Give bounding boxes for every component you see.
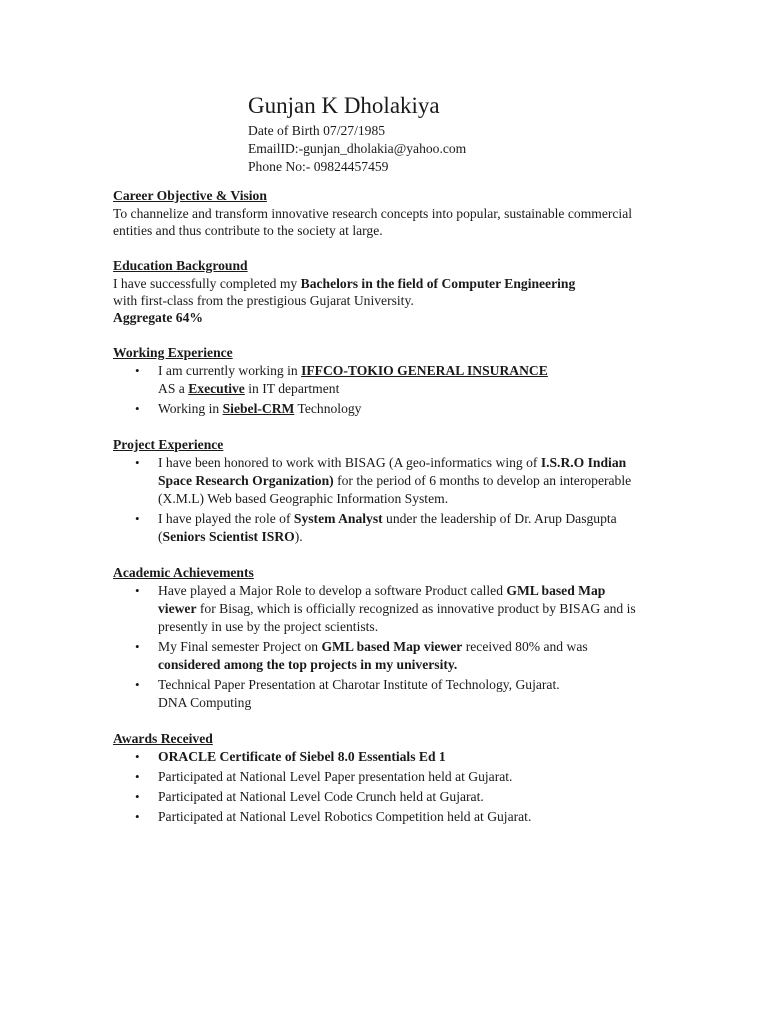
work-section [113, 344, 643, 418]
work-role-post: in IT department [244, 381, 340, 396]
aggregate-value: Aggregate 64% [113, 310, 203, 325]
project-item2-pre: I have played the role of [158, 511, 294, 526]
work-role-line [113, 380, 643, 398]
list-item [113, 582, 643, 636]
education-degree: Bachelors in the field of Computer Engineering [300, 276, 576, 291]
email: EmailID:-gunjan_dholakia@yahoo.com [248, 141, 467, 156]
project-item2-bold2: Seniors Scientist ISRO [162, 529, 295, 544]
academic-item1-post: for Bisag, which is officially recognized as innovative product by BISAG and is presently in use by the project scientists. [158, 601, 636, 634]
project-item1-bold: I.S.R.O Indian Space Research Organization) [158, 455, 627, 488]
project-item1-pre: I have been honored to work with BISAG (A geo-informatics wing of [158, 455, 541, 470]
project-item2-bold: System Analyst [293, 511, 383, 526]
list-item [113, 400, 643, 418]
academic-item2-bold: GML based Map viewer [321, 639, 463, 654]
list-item: • Participated at National Level Code Crunch held at Gujarat. [113, 788, 643, 806]
career-section [113, 187, 643, 239]
aggregate [113, 309, 643, 326]
work-role-pre: AS a [158, 381, 189, 396]
section-title-awards: Awards Received [113, 731, 213, 746]
work-item1-pre: I am currently working in [158, 363, 302, 378]
work-list-2 [113, 400, 643, 418]
academic-item1-bold: GML based Map viewer [158, 583, 606, 616]
list-item: • Participated at National Level Paper presentation held at Gujarat. [113, 768, 643, 786]
list-item: • Participated at National Level Robotics Competition held at Gujarat. [113, 808, 643, 826]
work-tech: Siebel-CRM [222, 401, 295, 416]
project-list [113, 454, 643, 546]
resume-header [248, 92, 466, 176]
list-item [113, 676, 643, 712]
candidate-name: Gunjan K Dholakiya [248, 93, 440, 118]
academic-item2-mid: received 80% and was [462, 639, 588, 654]
project-item2-post: ). [294, 529, 303, 544]
work-company: IFFCO-TOKIO GENERAL INSURANCE [301, 363, 548, 378]
awards-section [113, 730, 643, 826]
phone: Phone No:- 09824457459 [248, 159, 389, 174]
section-title-career: Career Objective & Vision [113, 188, 267, 203]
education-text [113, 275, 643, 309]
work-item2-pre: Working in [158, 401, 223, 416]
list-item [113, 362, 643, 380]
education-section [113, 257, 643, 326]
awards-list [113, 748, 643, 826]
education-text-pre: I have successfully completed my [113, 276, 301, 291]
section-title-academic: Academic Achievements [113, 565, 254, 580]
academic-item2-bold2: considered among the top projects in my university. [158, 657, 458, 672]
resume-body [113, 187, 643, 844]
career-text: To channelize and transform innovative research concepts into popular, sustainable commercial entities and thus contribute to the society at large. [113, 206, 633, 238]
section-title-project: Project Experience [113, 437, 224, 452]
date-of-birth: Date of Birth 07/27/1985 [248, 123, 386, 138]
project-item1-post: for the period of 6 months to develop an interoperable (X.M.L) Web based Geographic Information System. [158, 473, 632, 506]
academic-list [113, 582, 643, 712]
education-text-post: with first-class from the prestigious Gujarat University. [113, 293, 414, 308]
list-item [113, 638, 643, 674]
section-title-work: Working Experience [113, 345, 233, 360]
academic-section [113, 564, 643, 712]
award-item-1: ORACLE Certificate of Siebel 8.0 Essentials Ed 1 [158, 749, 446, 764]
list-item [113, 748, 643, 766]
list-item [113, 510, 643, 546]
work-list [113, 362, 643, 380]
academic-item3-line1: Technical Paper Presentation at Charotar Institute of Technology, Gujarat. [158, 677, 560, 692]
academic-item1-pre: Have played a Major Role to develop a software Product called [158, 583, 507, 598]
academic-item2-pre: My Final semester Project on [158, 639, 322, 654]
list-item [113, 454, 643, 508]
section-title-education: Education Background [113, 258, 248, 273]
academic-item3-line2: DNA Computing [158, 695, 252, 710]
project-item2-mid: under the leadership of Dr. Arup Dasgupta ( [158, 511, 617, 544]
work-role: Executive [188, 381, 245, 396]
work-item2-post: Technology [294, 401, 362, 416]
project-section [113, 436, 643, 546]
